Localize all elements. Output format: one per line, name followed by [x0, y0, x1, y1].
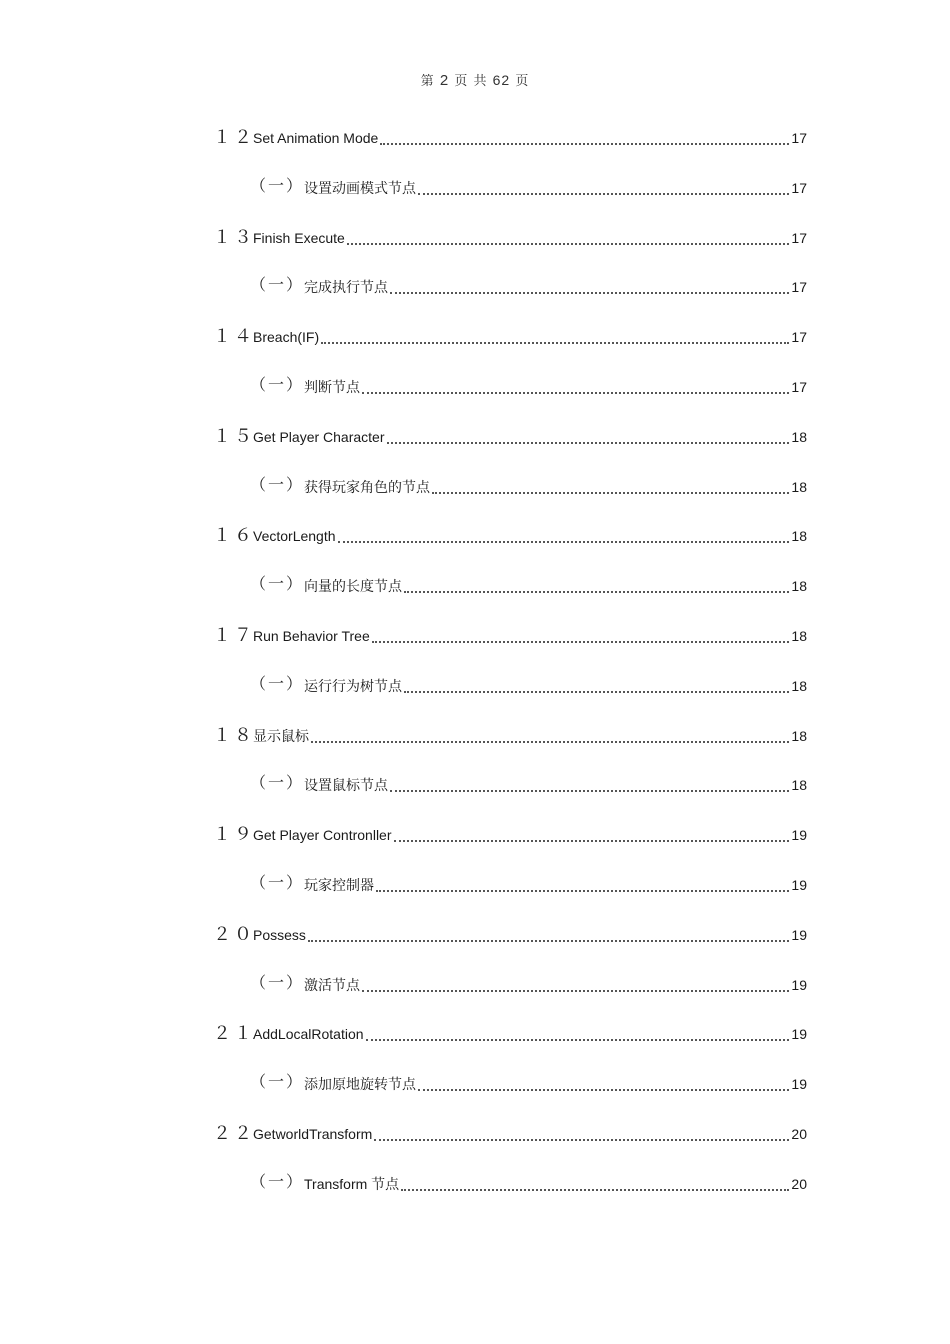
toc-entry-title: 添加原地旋转节点: [304, 1076, 416, 1093]
header-prefix: 第: [420, 74, 435, 89]
toc-subsection-entry[interactable]: [0, 973, 950, 1023]
toc-entry-title: 判断节点: [304, 378, 360, 395]
toc-section-entry[interactable]: [0, 624, 950, 674]
toc-section-entry[interactable]: [0, 226, 950, 276]
toc-dot-leader: [311, 724, 789, 743]
toc-section-entry[interactable]: [0, 126, 950, 176]
toc-entry-number: （一）: [250, 1173, 305, 1191]
current-page-number: 2: [439, 72, 450, 89]
toc-entry-page-number: 18: [791, 727, 807, 744]
toc-entry-page-number: 18: [791, 677, 807, 694]
toc-entry-page-number: 18: [791, 428, 807, 445]
toc-entry-page-number: 19: [791, 876, 807, 893]
toc-dot-leader: [387, 425, 790, 444]
toc-entry-number: １７: [213, 624, 255, 645]
toc-entry-title: Finish Execute: [253, 229, 345, 246]
toc-dot-leader: [390, 275, 789, 294]
header-suffix: 页: [515, 74, 530, 89]
toc-entry-number: ２１: [213, 1023, 255, 1044]
toc-section-entry[interactable]: [0, 325, 950, 375]
header-middle: 页 共: [454, 74, 488, 89]
page-header: [0, 70, 950, 89]
toc-dot-leader: [404, 574, 789, 593]
toc-entry-page-number: 20: [791, 1175, 807, 1192]
toc-dot-leader: [418, 176, 789, 195]
toc-entry-title: 向量的长度节点: [304, 578, 402, 595]
toc-dot-leader: [347, 226, 790, 245]
toc-entry-number: （一）: [250, 576, 305, 594]
toc-dot-leader: [362, 375, 789, 394]
toc-entry-title: 设置动画模式节点: [304, 179, 416, 196]
toc-entry-page-number: 17: [791, 229, 807, 246]
toc-entry-title: 运行行为树节点: [304, 677, 402, 694]
toc-section-entry[interactable]: [0, 823, 950, 873]
toc-subsection-entry[interactable]: [0, 375, 950, 425]
toc-dot-leader: [432, 475, 789, 494]
toc-dot-leader: [362, 973, 789, 992]
toc-subsection-entry[interactable]: [0, 475, 950, 525]
toc-entry-title: Possess: [253, 926, 306, 943]
toc-subsection-entry[interactable]: [0, 275, 950, 325]
toc-entry-title: 获得玩家角色的节点: [304, 478, 430, 495]
toc-entry-number: （一）: [250, 376, 305, 394]
toc-entry-number: （一）: [250, 974, 305, 992]
toc-section-entry[interactable]: [0, 1122, 950, 1172]
table-of-contents: [0, 126, 950, 1222]
toc-subsection-entry[interactable]: [0, 176, 950, 226]
toc-entry-title: 显示鼠标: [253, 727, 309, 744]
toc-dot-leader: [372, 624, 790, 643]
toc-entry-number: （一）: [250, 675, 305, 693]
toc-entry-page-number: 19: [791, 827, 807, 844]
toc-subsection-entry[interactable]: [0, 873, 950, 923]
toc-entry-title: 玩家控制器: [304, 876, 374, 893]
toc-entry-number: １８: [213, 724, 255, 745]
toc-entry-page-number: 19: [791, 976, 807, 993]
toc-dot-leader: [401, 1172, 789, 1191]
toc-dot-leader: [394, 823, 790, 842]
toc-entry-title: Breach(IF): [253, 329, 320, 346]
toc-entry-number: １９: [213, 824, 255, 845]
toc-entry-title: 完成执行节点: [304, 279, 388, 296]
toc-subsection-entry[interactable]: [0, 1172, 950, 1222]
toc-entry-page-number: 18: [791, 578, 807, 595]
toc-entry-number: １６: [213, 525, 255, 546]
toc-entry-page-number: 17: [791, 179, 807, 196]
toc-entry-number: １３: [213, 226, 255, 247]
toc-entry-number: １４: [213, 326, 255, 347]
toc-entry-title: 设置鼠标节点: [304, 777, 388, 794]
toc-entry-number: ２０: [213, 923, 255, 944]
toc-entry-title: Set Animation Mode: [253, 130, 379, 146]
toc-entry-page-number: 17: [791, 378, 807, 395]
toc-entry-page-number: 20: [791, 1125, 807, 1142]
toc-entry-page-number: 18: [791, 528, 807, 545]
toc-entry-number: （一）: [250, 775, 305, 793]
toc-entry-page-number: 17: [791, 130, 807, 146]
toc-section-entry[interactable]: [0, 1022, 950, 1072]
toc-entry-number: １２: [213, 127, 255, 147]
toc-dot-leader: [418, 1072, 789, 1091]
toc-dot-leader: [390, 773, 789, 792]
toc-entry-title: Get Player Character: [253, 428, 385, 445]
toc-dot-leader: [338, 524, 790, 543]
toc-entry-title: Run Behavior Tree: [253, 627, 370, 644]
toc-entry-title: 激活节点: [304, 976, 360, 993]
toc-dot-leader: [376, 873, 789, 892]
toc-subsection-entry[interactable]: [0, 1072, 950, 1122]
toc-entry-title: AddLocalRotation: [253, 1026, 364, 1043]
toc-dot-leader: [308, 923, 790, 942]
toc-dot-leader: [366, 1022, 790, 1041]
toc-entry-number: ２２: [213, 1122, 255, 1143]
toc-dot-leader: [404, 674, 789, 693]
toc-entry-number: （一）: [250, 1074, 305, 1092]
toc-subsection-entry[interactable]: [0, 674, 950, 724]
toc-section-entry[interactable]: [0, 923, 950, 973]
toc-entry-number: （一）: [250, 874, 305, 892]
toc-entry-page-number: 19: [791, 1026, 807, 1043]
toc-entry-page-number: 18: [791, 478, 807, 495]
toc-dot-leader: [321, 325, 789, 344]
toc-entry-page-number: 17: [791, 329, 807, 346]
toc-subsection-entry[interactable]: [0, 773, 950, 823]
toc-dot-leader: [374, 1122, 789, 1141]
toc-entry-page-number: 19: [791, 926, 807, 943]
toc-entry-number: （一）: [250, 177, 305, 195]
toc-entry-title: Get Player Contronller: [253, 827, 392, 844]
toc-entry-page-number: 19: [791, 1076, 807, 1093]
toc-entry-number: （一）: [250, 277, 305, 295]
toc-entry-page-number: 17: [791, 279, 807, 296]
toc-entry-page-number: 18: [791, 777, 807, 794]
toc-section-entry[interactable]: [0, 425, 950, 475]
toc-section-entry[interactable]: [0, 724, 950, 774]
toc-entry-page-number: 18: [791, 627, 807, 644]
toc-subsection-entry[interactable]: [0, 574, 950, 624]
toc-entry-number: （一）: [250, 476, 305, 494]
toc-entry-title: Transform 节点: [304, 1175, 400, 1192]
toc-entry-title: GetworldTransform: [253, 1125, 373, 1142]
toc-entry-number: １５: [213, 425, 255, 446]
toc-entry-title: VectorLength: [253, 528, 336, 545]
total-pages-number: 62: [492, 72, 511, 88]
toc-section-entry[interactable]: [0, 524, 950, 574]
toc-dot-leader: [380, 126, 789, 145]
